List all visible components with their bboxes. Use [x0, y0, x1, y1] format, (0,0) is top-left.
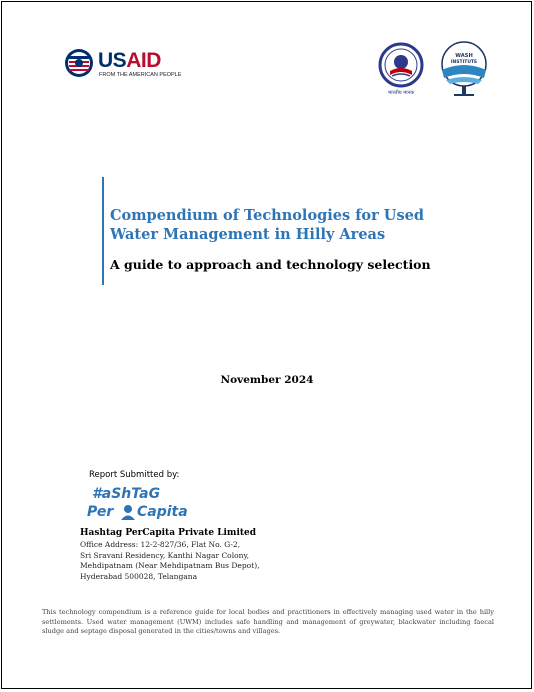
usaid-wordmark: USAID: [98, 49, 161, 72]
usaid-seal-icon: [64, 48, 94, 78]
hashtag-logo-capita: Capita: [137, 504, 188, 520]
address-line: Office Address: 12-2-827/36, Flat No. G-2,: [80, 540, 241, 549]
usaid-logo: [64, 48, 182, 80]
company-address: [80, 540, 300, 582]
address-line: Mehdipatnam (Near Mehdipatnam Bus Depot),: [80, 561, 260, 570]
partner-seal-icon: [378, 41, 424, 99]
address-line: Sri Sravani Residency, Kanthi Nagar Colony,: [80, 550, 250, 560]
hashtag-logo-per: Per: [87, 504, 114, 520]
svg-text:INSTITUTE: INSTITUTE: [450, 60, 478, 65]
report-title: [110, 206, 450, 244]
title-accent-rule: [102, 177, 104, 285]
svg-text:WASH: WASH: [455, 53, 473, 59]
wash-institute-logo: [438, 40, 490, 98]
report-title-line1: Compendium of Technologies for Used: [110, 207, 424, 224]
partner-seal-caption: भारतीय मानक: [387, 90, 415, 96]
report-subtitle: A guide to approach and technology selection: [110, 257, 431, 272]
address-line: Hyderabad 500028, Telangana: [80, 571, 198, 581]
report-title-line2: Water Management in Hilly Areas: [110, 226, 386, 243]
hashtag-logo-line1: #aShTaG: [92, 486, 161, 502]
person-icon: [120, 504, 136, 520]
company-name: Hashtag PerCapita Private Limited: [80, 528, 257, 538]
submitted-by-label: Report Submitted by:: [89, 470, 180, 480]
page-border: [1, 1, 532, 689]
usaid-tagline: FROM THE AMERICAN PEOPLE: [99, 72, 182, 78]
footnote-description: This technology compendium is a reference guide for local bodies and practitioners in effectively managing used water in the hilly settlements. Used water management (UWM) includes safe handling and management of greywater, blackwater including faecal sludge and septage disposal generated in the cities/towns and villages.: [42, 608, 494, 635]
hashtag-percapita-logo: [87, 486, 207, 522]
report-date: November 2024: [220, 374, 314, 386]
